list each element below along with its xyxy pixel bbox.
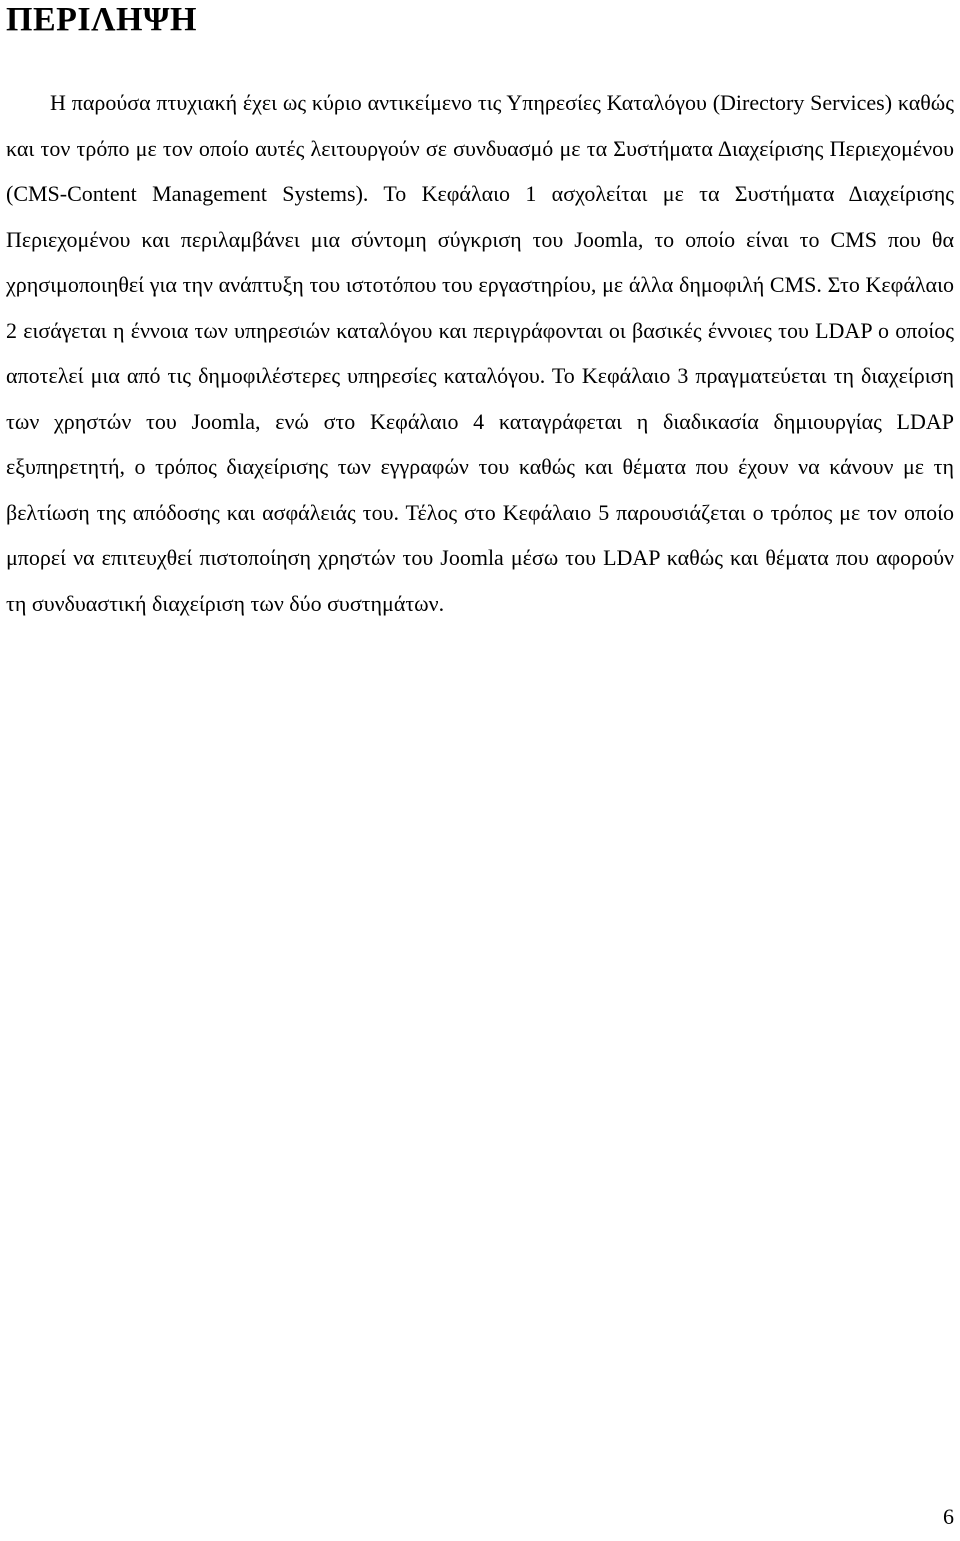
- page-title: ΠΕΡΙΛΗΨΗ: [6, 1, 197, 38]
- page-number: 6: [943, 1504, 954, 1529]
- abstract-paragraph: Η παρούσα πτυχιακή έχει ως κύριο αντικείμενο τις Υπηρεσίες Καταλόγου (Directory Services) καθώς και τον τρόπο με τον οποίο αυτές λειτουργούν σε συνδυασμό με τα Συστήματα Διαχείρισης Περιεχομένου (CMS-Content Management Systems). Το Κεφάλαιο 1 ασχολείται με τα Συστήματα Διαχείρισης Περιεχομένου και περιλαμβάνει μια σύντομη σύγκριση του Joomla, το οποίο είναι το CMS που θα χρησιμοποιηθεί για την ανάπτυξη του ιστοτόπου του εργαστηρίου, με άλλα δημοφιλή CMS. Στο Κεφάλαιο 2 εισάγεται η έννοια των υπηρεσιών καταλόγου και περιγράφονται οι βασικές έννοιες του LDAP ο οποίος αποτελεί μια από τις δημοφιλέστερες υπηρεσίες καταλόγου. Το Κεφάλαιο 3 πραγματεύεται τη διαχείριση των χρηστών του Joomla, ενώ στο Κεφάλαιο 4 καταγράφεται η διαδικασία δημιουργίας LDAP εξυπηρετητή, ο τρόπος διαχείρισης των εγγραφών του καθώς και θέματα που έχουν να κάνουν με τη βελτίωση της απόδοσης και ασφάλειάς του. Τέλος στο Κεφάλαιο 5 παρουσιάζεται ο τρόπος με τον οποίο μπορεί να επιτευχθεί πιστοποίηση χρηστών του Joomla μέσω του LDAP καθώς και θέματα που αφορούν τη συνδυαστική διαχείριση των δύο συστημάτων.: [6, 90, 954, 616]
